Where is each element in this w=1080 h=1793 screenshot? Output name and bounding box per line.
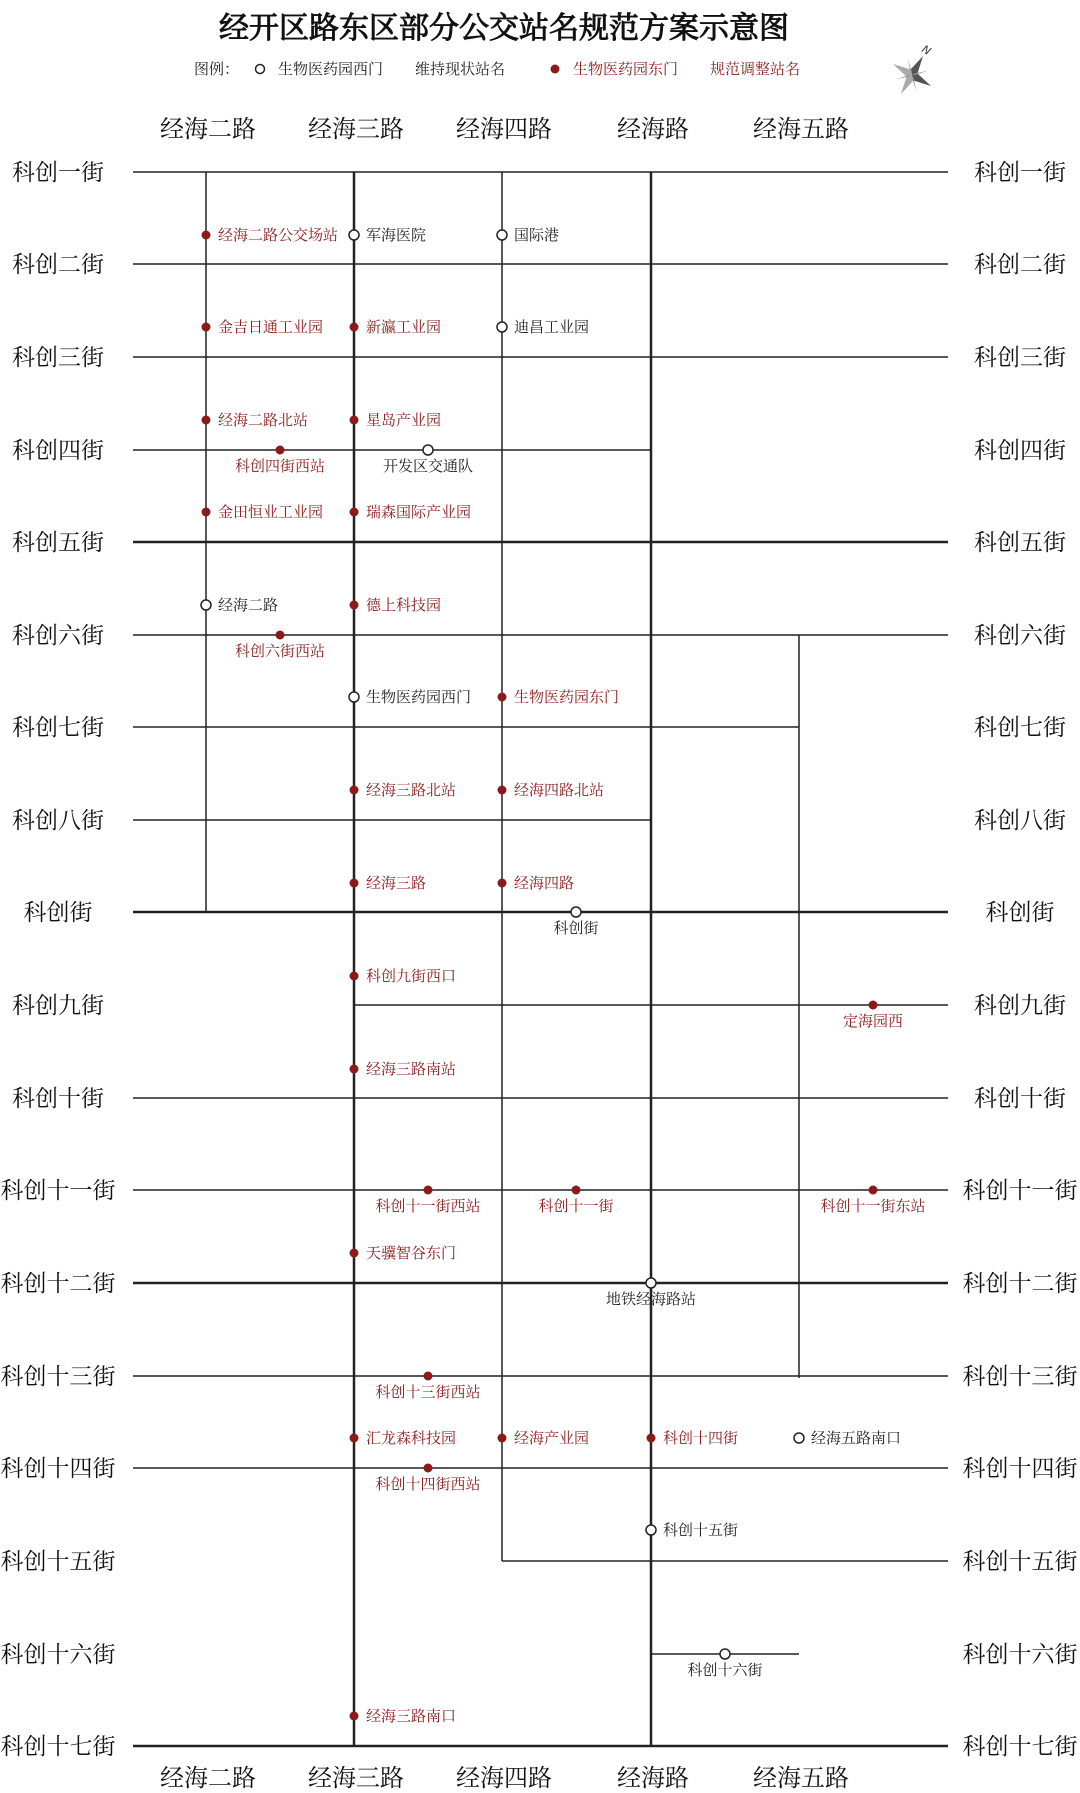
stop-marker-adjusted-icon — [350, 1712, 359, 1721]
legend-label: 图例： — [194, 60, 240, 78]
street-label-right: 科创三街 — [974, 345, 1066, 371]
stop-label: 科创九街西口 — [366, 967, 457, 985]
stop-marker-kept-icon — [720, 1649, 730, 1659]
road-label-top: 经海二路 — [160, 115, 256, 143]
bus-stop-adjusted — [350, 1429, 457, 1447]
road-label-bottom: 经海二路 — [160, 1764, 256, 1792]
bus-stop-adjusted — [202, 318, 324, 336]
bus-stop-kept — [497, 318, 589, 336]
bus-stop-adjusted — [350, 874, 427, 892]
street-label-right: 科创八街 — [974, 808, 1066, 834]
stop-label: 德上科技园 — [366, 596, 442, 614]
stop-marker-adjusted-icon — [202, 323, 211, 332]
stop-marker-adjusted-icon — [202, 508, 211, 517]
bus-stop-adjusted — [350, 411, 442, 429]
street-label-right: 科创十三街 — [962, 1364, 1078, 1390]
stop-label: 经海五路南口 — [811, 1429, 902, 1447]
stop-label: 科创街 — [553, 919, 599, 937]
stop-marker-kept-icon — [497, 230, 507, 240]
bus-stop-kept — [497, 226, 559, 244]
stop-marker-adjusted-icon — [350, 1249, 359, 1258]
street-label-right: 科创十二街 — [962, 1271, 1078, 1297]
street-label-right: 科创十七街 — [962, 1734, 1078, 1760]
compass-north-label: N — [919, 42, 934, 59]
stop-marker-adjusted-icon — [202, 231, 211, 240]
stop-label: 定海园西 — [842, 1012, 904, 1030]
stop-label: 天骥智谷东门 — [366, 1244, 457, 1262]
stop-label: 科创十一街 — [538, 1197, 614, 1215]
street-label-right: 科创一街 — [974, 160, 1066, 186]
stop-label: 科创十四街西站 — [375, 1475, 481, 1493]
stop-label: 科创十六街 — [687, 1661, 763, 1679]
stop-label: 汇龙森科技园 — [366, 1429, 457, 1447]
road-label-top: 经海路 — [617, 115, 689, 143]
stop-marker-kept-icon — [497, 322, 507, 332]
stop-label: 地铁经海路站 — [605, 1290, 697, 1308]
street-label-left: 科创街 — [23, 900, 93, 926]
stop-marker-kept-icon — [349, 230, 359, 240]
stop-label: 星岛产业园 — [366, 411, 442, 429]
stop-label: 经海四路 — [514, 874, 575, 892]
stop-marker-adjusted-icon — [498, 879, 507, 888]
bus-stop-adjusted — [350, 1707, 457, 1725]
street-label-left: 科创十五街 — [0, 1549, 116, 1575]
street-label-left: 科创八街 — [12, 808, 104, 834]
street-label-left: 科创七街 — [12, 715, 104, 741]
bus-stop-kept — [349, 226, 426, 244]
street-label-right: 科创六街 — [974, 623, 1066, 649]
stop-marker-adjusted-icon — [869, 1186, 878, 1195]
stop-label: 科创六街西站 — [234, 642, 326, 660]
street-label-right: 科创街 — [985, 900, 1055, 926]
stop-marker-kept-icon — [571, 907, 581, 917]
bus-stop-kept — [646, 1521, 738, 1539]
street-label-right: 科创十街 — [974, 1086, 1066, 1112]
stop-label: 瑞森国际产业园 — [366, 503, 472, 521]
bus-stop-adjusted — [350, 781, 457, 799]
bus-stop-adjusted — [350, 318, 442, 336]
road-label-bottom: 经海三路 — [308, 1764, 404, 1792]
stop-marker-adjusted-icon — [869, 1001, 878, 1010]
legend-kept-marker — [256, 65, 265, 74]
street-label-left: 科创十街 — [12, 1086, 104, 1112]
street-label-left: 科创五街 — [12, 530, 104, 556]
street-label-right: 科创十一街 — [962, 1178, 1078, 1204]
street-label-left: 科创十七街 — [0, 1734, 116, 1760]
bus-stop-kept — [794, 1429, 901, 1447]
stop-marker-adjusted-icon — [350, 323, 359, 332]
stop-label: 经海四路北站 — [514, 781, 605, 799]
map-title: 经开区路东区部分公交站名规范方案示意图 — [219, 11, 789, 46]
street-label-right: 科创七街 — [974, 715, 1066, 741]
stop-marker-adjusted-icon — [276, 446, 285, 455]
stop-label: 国际港 — [514, 226, 560, 244]
stop-label: 开发区交通队 — [382, 457, 474, 475]
stop-marker-adjusted-icon — [350, 786, 359, 795]
stop-marker-adjusted-icon — [350, 416, 359, 425]
stop-label: 生物医药园西门 — [366, 688, 472, 706]
stop-label: 科创十三街西站 — [375, 1383, 481, 1401]
road-label-top: 经海三路 — [308, 115, 404, 143]
stop-marker-adjusted-icon — [350, 601, 359, 610]
stop-label: 经海二路 — [218, 596, 279, 614]
legend-kept-example: 生物医药园西门 — [278, 60, 384, 78]
legend-adjusted-marker — [551, 65, 560, 74]
stop-marker-kept-icon — [423, 445, 433, 455]
road-label-top: 经海四路 — [456, 115, 552, 143]
street-label-right: 科创九街 — [974, 993, 1066, 1019]
bus-stop-adjusted — [202, 226, 339, 244]
street-label-right: 科创二街 — [974, 252, 1066, 278]
stop-marker-adjusted-icon — [572, 1186, 581, 1195]
stop-label: 科创四街西站 — [234, 457, 326, 475]
legend-adjusted-text: 规范调整站名 — [710, 60, 801, 78]
bus-stop-adjusted — [350, 1060, 457, 1078]
stop-label: 经海三路南站 — [366, 1060, 457, 1078]
bus-stop-adjusted — [498, 874, 575, 892]
stop-marker-adjusted-icon — [350, 879, 359, 888]
road-label-bottom: 经海五路 — [753, 1764, 849, 1792]
bus-stop-adjusted — [202, 503, 324, 521]
stop-label: 经海二路公交场站 — [218, 226, 339, 244]
stop-label: 经海产业园 — [514, 1429, 590, 1447]
stop-label: 生物医药园东门 — [514, 688, 620, 706]
stop-label: 军海医院 — [366, 226, 427, 244]
stop-label: 金吉日通工业园 — [218, 318, 324, 336]
bus-stop-adjusted — [498, 781, 605, 799]
street-label-left: 科创九街 — [12, 993, 104, 1019]
street-label-left: 科创十六街 — [0, 1642, 116, 1668]
bus-stops — [201, 226, 926, 1725]
bus-stop-adjusted — [350, 596, 442, 614]
stop-marker-adjusted-icon — [647, 1434, 656, 1443]
stop-marker-adjusted-icon — [350, 508, 359, 517]
stop-marker-kept-icon — [349, 692, 359, 702]
legend-adjusted-example: 生物医药园东门 — [573, 60, 679, 78]
stop-label: 新瀛工业园 — [366, 318, 442, 336]
street-label-right: 科创十四街 — [962, 1456, 1078, 1482]
road-label-bottom: 经海四路 — [456, 1764, 552, 1792]
stop-marker-kept-icon — [646, 1278, 656, 1288]
compass-icon — [882, 34, 949, 105]
stop-label: 经海二路北站 — [218, 411, 309, 429]
bus-stop-kept — [201, 596, 278, 614]
stop-marker-kept-icon — [794, 1433, 804, 1443]
stop-marker-kept-icon — [646, 1525, 656, 1535]
legend-kept-text: 维持现状站名 — [415, 60, 506, 78]
stop-label: 科创十一街西站 — [375, 1197, 481, 1215]
road-network — [133, 172, 948, 1746]
street-label-left: 科创六街 — [12, 623, 104, 649]
bus-stop-kept — [349, 688, 471, 706]
stop-label: 科创十四街 — [663, 1429, 739, 1447]
road-label-bottom: 经海路 — [617, 1764, 689, 1792]
street-label-left: 科创十一街 — [0, 1178, 116, 1204]
bus-stop-adjusted — [350, 1244, 457, 1262]
street-label-right: 科创十六街 — [962, 1642, 1078, 1668]
bus-stop-adjusted — [350, 967, 457, 985]
stop-marker-adjusted-icon — [498, 786, 507, 795]
bus-stop-adjusted — [350, 503, 472, 521]
stop-marker-adjusted-icon — [350, 972, 359, 981]
stop-label: 科创十五街 — [663, 1521, 739, 1539]
road-label-top: 经海五路 — [753, 115, 849, 143]
stop-label: 经海三路 — [366, 874, 427, 892]
bus-stop-adjusted — [498, 1429, 590, 1447]
street-label-left: 科创一街 — [12, 160, 104, 186]
street-label-right: 科创十五街 — [962, 1549, 1078, 1575]
street-label-left: 科创四街 — [12, 438, 104, 464]
stop-marker-adjusted-icon — [424, 1186, 433, 1195]
street-label-left: 科创十三街 — [0, 1364, 116, 1390]
street-label-left: 科创十四街 — [0, 1456, 116, 1482]
stop-label: 迪昌工业园 — [514, 318, 590, 336]
street-label-right: 科创五街 — [974, 530, 1066, 556]
legend — [194, 60, 800, 78]
stop-marker-adjusted-icon — [350, 1434, 359, 1443]
bus-stop-adjusted — [498, 688, 620, 706]
stop-marker-adjusted-icon — [498, 1434, 507, 1443]
street-label-left: 科创二街 — [12, 252, 104, 278]
bus-stop-adjusted — [202, 411, 309, 429]
stop-label: 经海三路南口 — [366, 1707, 457, 1725]
street-label-left: 科创三街 — [12, 345, 104, 371]
stop-marker-adjusted-icon — [350, 1065, 359, 1074]
stop-marker-adjusted-icon — [202, 416, 211, 425]
street-label-right: 科创四街 — [974, 438, 1066, 464]
stop-marker-adjusted-icon — [424, 1464, 433, 1473]
stop-marker-adjusted-icon — [424, 1372, 433, 1381]
stop-marker-kept-icon — [201, 600, 211, 610]
stop-marker-adjusted-icon — [276, 631, 285, 640]
stop-label: 经海三路北站 — [366, 781, 457, 799]
stop-marker-adjusted-icon — [498, 693, 507, 702]
stop-label: 金田恒业工业园 — [218, 503, 324, 521]
stop-label: 科创十一街东站 — [820, 1197, 926, 1215]
street-label-left: 科创十二街 — [0, 1271, 116, 1297]
road-labels — [1, 115, 1078, 1792]
bus-stop-adjusted — [647, 1429, 739, 1447]
